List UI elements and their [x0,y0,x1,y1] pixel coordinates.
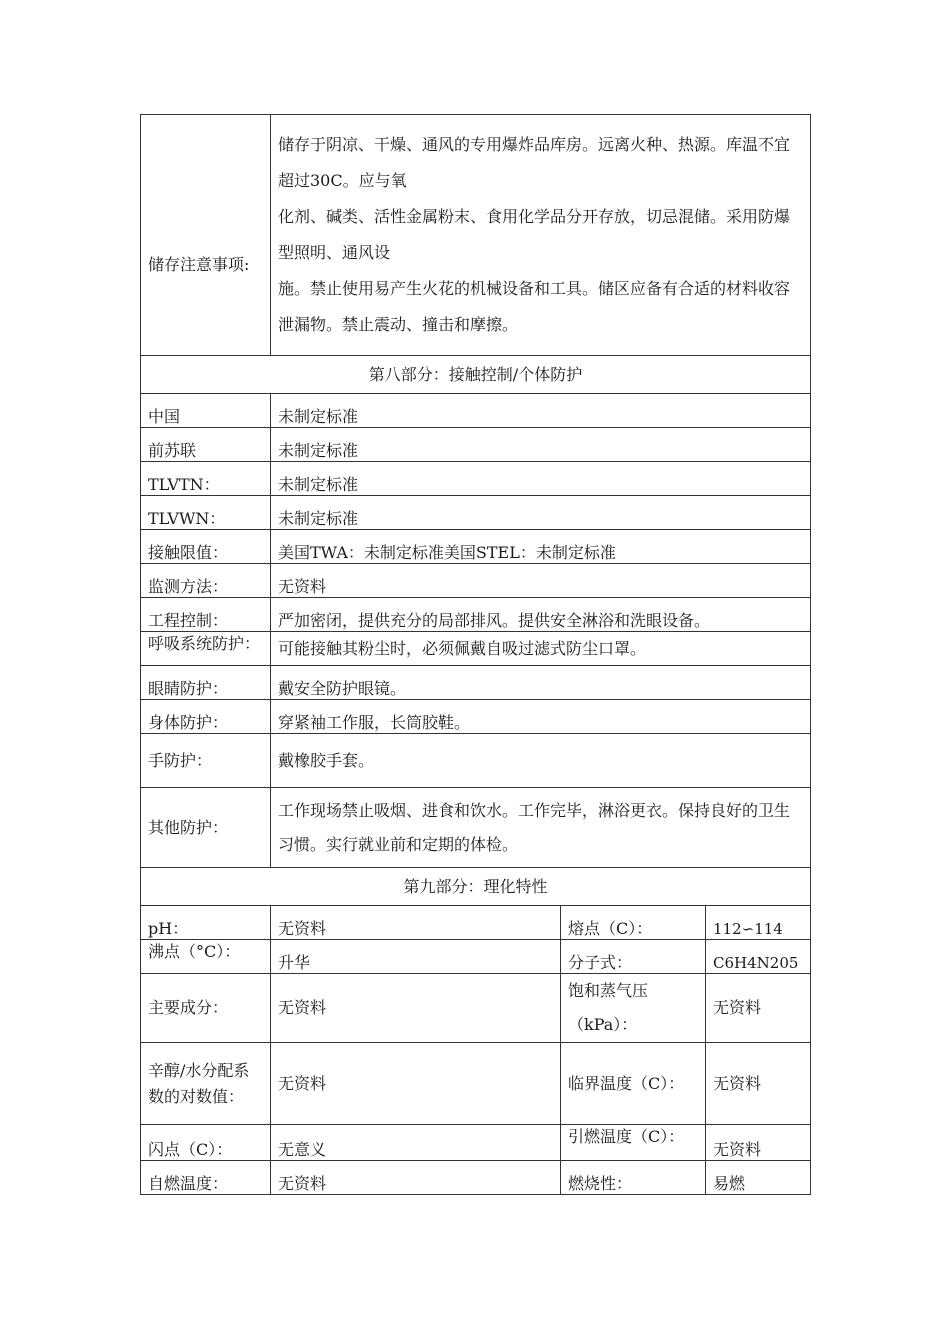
row-value-ussr: 未制定标准 [271,428,811,462]
row-value-flash-point: 无意义 [271,1125,561,1161]
row-value-tlvwn: 未制定标准 [271,496,811,530]
table-row [141,564,811,598]
table-row [141,530,811,564]
storage-text [271,115,811,356]
row-value-ignition-temp: 无资料 [706,1125,811,1161]
row-label-flash-point: 闪点（C）： [141,1125,271,1161]
table-row [141,734,811,788]
row-value-exposure-limit: 美国TWA：未制定标准美国STEL：未制定标准 [271,530,811,564]
row-label-monitoring: 监测方法： [141,564,271,598]
row-value-melting-point: 112∽114 [706,906,811,940]
row-label-ph: pH： [141,906,271,940]
table-row [141,666,811,700]
row-label-ignition-temp: 引燃温度（C）： [568,1127,685,1146]
row-label-formula: 分子式： [561,940,706,974]
row-label-engineering: 工程控制： [141,598,271,632]
row-value-tlvtn: 未制定标准 [271,462,811,496]
row-label-tlvwn: TLVWN： [141,496,271,530]
row-value-china: 未制定标准 [271,394,811,428]
storage-line-1: 储存于阴凉、干燥、通风的专用爆炸品库房。远离火种、热源。库温不宜超过30C。应与氧 [278,135,791,190]
row-label-china: 中国 [141,394,271,428]
table-row [141,700,811,734]
table-row [141,788,811,868]
section9-header-row [141,868,811,906]
section9-title: 第九部分：理化特性 [141,868,811,906]
row-value-body: 穿紧袖工作服，长筒胶鞋。 [271,700,811,734]
row-label-main-component: 主要成分： [141,974,271,1043]
row-label-ignition-temp-cell [561,1125,706,1161]
row-label-autoignition: 自燃温度： [141,1161,271,1195]
msds-page [140,114,810,1195]
row-value-autoignition: 无资料 [271,1161,561,1195]
storage-line-3: 施。禁止使用易产生火花的机械设备和工具。储区应备有合适的材料收容泄漏物。禁止震动、撞击和摩擦。 [278,279,791,334]
row-label-other: 其他防护： [141,788,271,868]
row-label-melting-point: 熔点（C）： [561,906,706,940]
table-row [141,1043,811,1125]
row-value-formula: C6H4N205 [706,940,811,974]
row-value-monitoring: 无资料 [271,564,811,598]
row-label-boiling-point-cell [141,940,271,974]
row-value-main-component: 无资料 [271,974,561,1043]
row-label-ussr: 前苏联 [141,428,271,462]
row-label-exposure-limit: 接触限值： [141,530,271,564]
row-label-respiratory: 呼吸系统防护： [148,634,261,653]
row-value-hand: 戴橡胶手套。 [271,734,811,788]
section8-title: 第八部分：接触控制/个体防护 [141,356,811,394]
row-label-critical-temp: 临界温度（C）： [561,1043,706,1125]
table-row [141,598,811,632]
row-value-vapor-pressure: 无资料 [706,974,811,1043]
row-value-log-kow: 无资料 [271,1043,561,1125]
row-label-tlvtn: TLVTN： [141,462,271,496]
row-value-ph: 无资料 [271,906,561,940]
table-row [141,1161,811,1195]
row-label-boiling-point: 沸点（°C）： [148,942,241,961]
table-row [141,394,811,428]
row-label-body: 身体防护： [141,700,271,734]
storage-row [141,115,811,356]
table-row [141,1125,811,1161]
row-label-log-kow: 辛醇/水分配系数的对数值： [141,1043,271,1125]
table-row [141,496,811,530]
row-value-other: 工作现场禁止吸烟、进食和饮水。工作完毕，淋浴更衣。保持良好的卫生习惯。实行就业前和定期的体检。 [271,788,811,868]
row-value-engineering: 严加密闭，提供充分的局部排风。提供安全淋浴和洗眼设备。 [271,598,811,632]
row-value-respiratory: 可能接触其粉尘时，必须佩戴自吸过滤式防尘口罩。 [271,632,811,666]
table-row [141,940,811,974]
section8-header-row [141,356,811,394]
storage-line-2: 化剂、碱类、活性金属粉末、食用化学品分开存放，切忌混储。采用防爆型照明、通风设 [278,207,791,262]
table-row [141,428,811,462]
table-row [141,462,811,496]
row-label-flammability: 燃烧性： [561,1161,706,1195]
row-label-respiratory-cell [141,632,271,666]
table-row [141,906,811,940]
row-value-critical-temp: 无资料 [706,1043,811,1125]
storage-label: 储存注意事项: [141,115,271,356]
msds-table [140,114,811,1195]
row-value-eye: 戴安全防护眼镜。 [271,666,811,700]
row-label-hand: 手防护： [141,734,271,788]
table-row [141,632,811,666]
row-value-boiling-point: 升华 [271,940,561,974]
row-label-vapor-pressure: 饱和蒸气压（kPa）： [561,974,706,1043]
row-value-flammability: 易燃 [706,1161,811,1195]
row-label-eye: 眼睛防护： [141,666,271,700]
table-row [141,974,811,1043]
